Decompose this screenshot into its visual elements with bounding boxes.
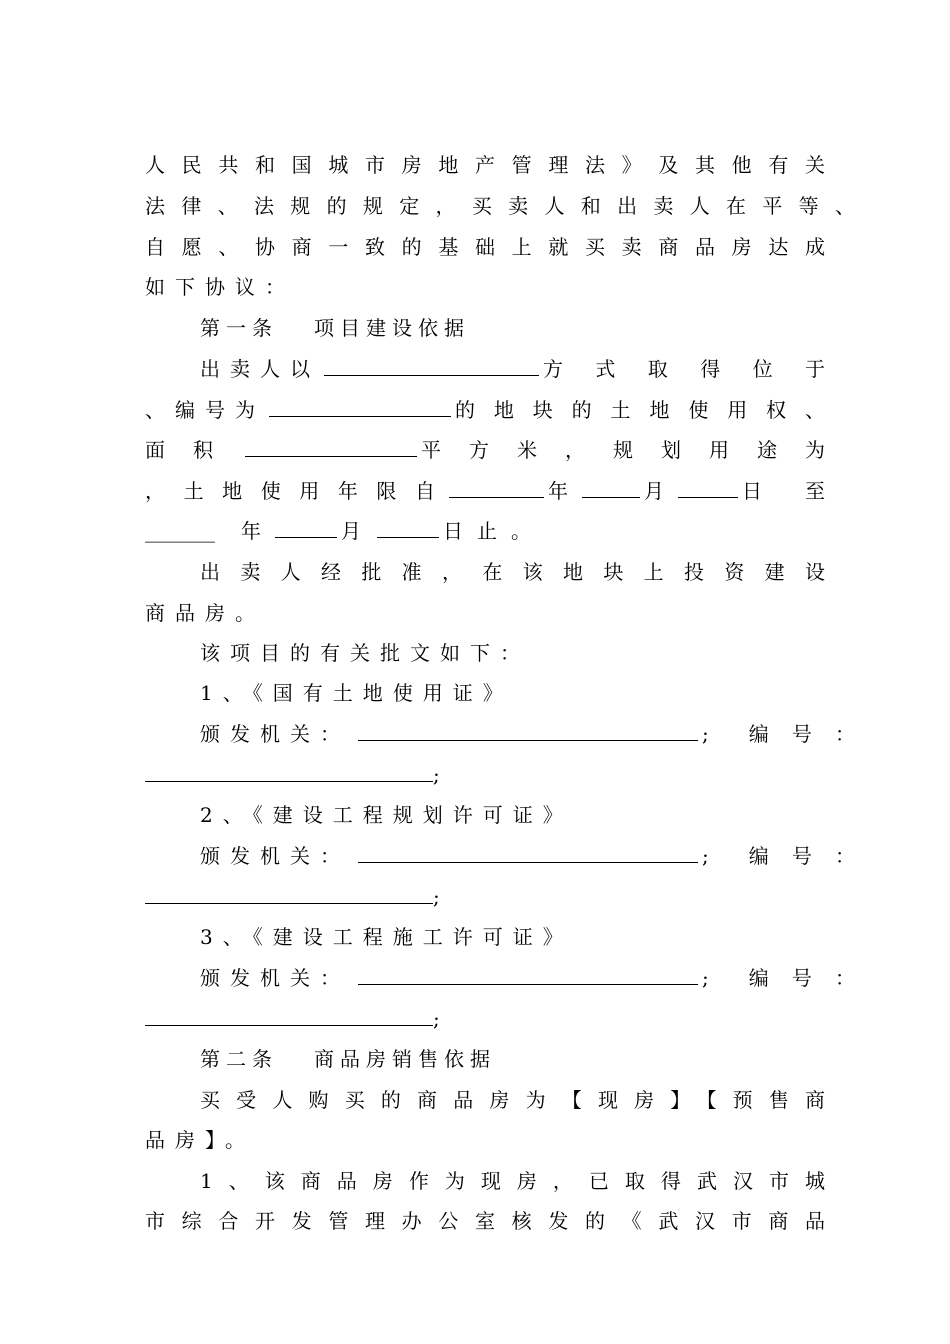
doc-1-issuer-blank[interactable] [358, 715, 698, 741]
article-1-heading [200, 308, 835, 348]
doc-2-issuer-blank[interactable] [358, 837, 698, 863]
article-1-number: 第一条 [200, 316, 278, 340]
acquisition-method-blank[interactable] [324, 350, 539, 376]
approval-doc-3-issuer-line: 颁发机关： ; 编号： [200, 958, 855, 998]
article-2-number: 第二条 [200, 1047, 278, 1071]
approval-doc-2-number-line: ; [145, 877, 835, 917]
doc-3-issuer-blank[interactable] [358, 959, 698, 985]
start-day-blank[interactable] [678, 472, 738, 498]
article-1-para-line-2: 、编号为 的地块的土地使用权、 [145, 390, 835, 430]
intro-line-4: 如下协议： [145, 275, 295, 299]
doc-1-number-blank[interactable] [145, 756, 433, 782]
end-day-blank[interactable] [377, 512, 439, 538]
article-1-para-line-6: 出卖人经批准，在该地块上投资建设 [200, 560, 835, 584]
article-2-para-line-3: 1、该商品房作为现房，已取得武汉市城 [200, 1169, 835, 1193]
approval-doc-2-issuer-line: 颁发机关： ; 编号： [200, 836, 855, 876]
approval-doc-1-issuer-line: 颁发机关： ; 编号： [200, 714, 855, 754]
start-year-blank[interactable] [449, 472, 544, 498]
end-month-blank[interactable] [275, 512, 337, 538]
approval-doc-3-title: 3、《建设工程施工许可证》 [200, 925, 573, 949]
article-1-para-line-1: 出卖人以 方式取得位于 [200, 349, 835, 389]
article-2-heading [200, 1039, 835, 1079]
start-month-blank[interactable] [582, 472, 640, 498]
article-2-title: 商品房销售依据 [314, 1047, 496, 1071]
article-1-para-line-4: ，土地使用年限自 年 月 日至 [145, 471, 835, 511]
intro-line-1: 人民共和国城市房地产管理法》及其他有关 [145, 153, 835, 177]
article-1-para-line-5: _______ 年 月 日止。 [145, 511, 835, 551]
parcel-number-blank[interactable] [269, 391, 451, 417]
area-blank[interactable] [245, 431, 417, 457]
article-2-para-line-1: 买受人购买的商品房为【现房】【预售商 [200, 1088, 835, 1112]
article-2-para-line-4: 市综合开发管理办公室核发的《武汉市商品 [145, 1209, 835, 1233]
doc-2-number-blank[interactable] [145, 878, 433, 904]
doc-3-number-blank[interactable] [145, 1000, 433, 1026]
approval-doc-3-number-line: ; [145, 999, 835, 1039]
intro-line-3: 自愿、协商一致的基础上就买卖商品房达成 [145, 235, 835, 259]
approval-doc-1-title: 1、《国有土地使用证》 [200, 681, 513, 705]
article-1-para-line-8: 该项目的有关批文如下： [200, 641, 530, 665]
article-1-para-line-3: 面积 平方米，规划用途为 [145, 430, 835, 470]
approval-doc-2-title: 2、《建设工程规划许可证》 [200, 803, 573, 827]
article-1-title: 项目建设依据 [314, 316, 470, 340]
article-1-para-line-7: 商品房。 [145, 601, 265, 625]
intro-line-2: 法律、法规的规定，买卖人和出卖人在平等、 [145, 194, 865, 218]
article-2-para-line-2: 品房】。 [145, 1128, 255, 1152]
end-year-blank[interactable]: _______ [145, 519, 215, 543]
approval-doc-1-number-line: ; [145, 755, 835, 795]
